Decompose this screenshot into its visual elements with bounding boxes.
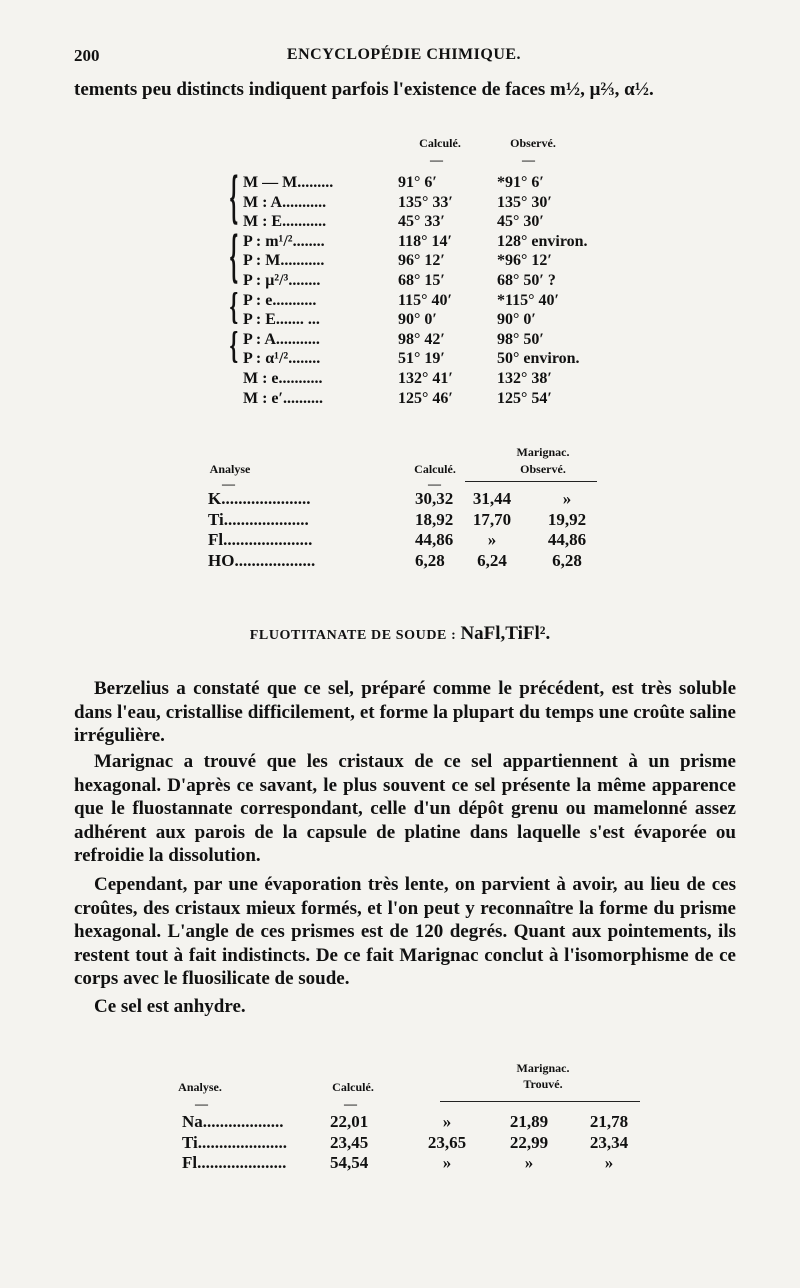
angle-calculated: 125° 46′ [398, 389, 453, 407]
analysis2-observed-3: 23,34 [589, 1132, 629, 1152]
section-title [0, 623, 800, 645]
angle-calculated: 91° 6′ [398, 174, 437, 191]
angle-calculated: 90° 0′ [398, 311, 437, 329]
angle-row [243, 252, 683, 272]
angle-row [243, 370, 683, 390]
angle-observed: 68° 50′ ? [497, 272, 556, 289]
angle-label: P : m¹/²........ [243, 232, 325, 250]
analysis1-element: Ti.................... [208, 509, 309, 529]
analysis1-row [208, 530, 608, 550]
paragraph-2: Marignac a trouvé que les cristaux de ce sel appartiennent à un prisme hexagonal. D'après ce savant, le plus souvent ce sel présente la même apparence que le fluostannate correspondant, celle d'un dépôt grenu ou mamelonné assez adhérent aux parois de la capsule de platine dans laquelle s'est évaporée ou refroidie la dissolution. [74, 751, 736, 867]
analysis1-dash-calc: — [428, 476, 441, 491]
angle-row [243, 194, 683, 214]
angle-observed: 50° environ. [497, 350, 580, 368]
analysis1-observed-2: 6,28 [552, 550, 582, 570]
angle-row [243, 272, 683, 292]
angle-row [243, 311, 683, 331]
brace-group-4: { [229, 325, 239, 367]
angle-label: M : e′.......... [243, 389, 324, 407]
analysis2-dash-calc: — [344, 1096, 357, 1111]
analysis2-observed-rule [440, 1101, 640, 1102]
analysis1-observed-1: 31,44 [472, 489, 512, 508]
analysis2-observed-1: » [442, 1153, 452, 1172]
paragraph-3: Cependant, par une évaporation très lente, on parvient à avoir, au lieu de ces croûtes, des cristaux mieux formés, et l'on peut y reconnaître la forme du prisme hexagonal. L'angle de ces prismes est de 120 degrés. Quant aux pointements, ils restent tout à fait indistincts. De ce fait Marignac conclut à l'isomorphisme de ce corps avec le fluosilicate de soude. [74, 874, 736, 990]
angle-label: P : μ²/³........ [243, 272, 321, 289]
angle-label: P : A........... [243, 330, 320, 348]
analysis2-element: Fl..................... [182, 1153, 287, 1172]
intro-line: tements peu distincts indiquent parfois l'existence de faces m½, μ⅔, α½. [74, 79, 654, 100]
angle-row [243, 213, 683, 233]
analysis1-calculated: 30,32 [415, 489, 454, 508]
angle-label: P : M........... [243, 252, 325, 270]
analysis2-header-analysis: Analyse. [178, 1080, 222, 1094]
analysis1-element: K..................... [208, 489, 311, 508]
page-number: 200 [74, 46, 100, 65]
analysis1-row [208, 510, 608, 530]
analysis1-header-obs-top: Marignac. [516, 445, 570, 459]
analysis1-header-obs: Observé. [520, 462, 566, 476]
angles-header-calc: Calculé. [419, 136, 461, 150]
paragraph-4: Ce sel est anhydre. [94, 996, 246, 1017]
analysis2-element: Na................... [182, 1112, 284, 1131]
angle-calculated: 115° 40′ [398, 291, 453, 309]
analysis1-observed-1: 6,24 [477, 550, 507, 570]
running-title: ENCYCLOPÉDIE CHIMIQUE. [286, 46, 522, 63]
angles-dash-obs: — [522, 152, 535, 167]
analysis1-observed-2: 44,86 [547, 530, 587, 549]
analysis2-observed-2: 22,99 [509, 1132, 549, 1152]
angle-calculated: 51° 19′ [398, 350, 445, 368]
analysis1-observed-1: 17,70 [472, 509, 512, 529]
page-header [74, 46, 734, 68]
angle-calculated: 45° 33′ [398, 213, 445, 231]
angle-observed: 90° 0′ [497, 311, 536, 329]
analysis1-row [208, 551, 608, 571]
analysis1-calculated: 18,92 [415, 509, 454, 529]
angle-observed: *96° 12′ [497, 252, 552, 270]
analysis2-dash-analysis: — [195, 1096, 208, 1111]
section-title-text: FLUOTITANATE DE SOUDE : [249, 628, 461, 643]
paragraph-1: Berzelius a constaté que ce sel, préparé comme le précédent, est très soluble dans l'eau, cristallise difficilement, et forme la plupart du temps une croûte saline irrégulière. [74, 678, 736, 747]
angle-row [243, 390, 683, 410]
analysis1-calculated: 44,86 [415, 530, 454, 549]
angle-label: M — M......... [243, 174, 334, 191]
angle-calculated: 96° 12′ [398, 252, 445, 270]
angle-label: M : E........... [243, 213, 327, 231]
angle-row [243, 174, 683, 194]
section-title-formula: NaFl,TiFl². [460, 623, 551, 644]
angle-calculated: 118° 14′ [398, 232, 453, 250]
brace-group-1: { [229, 165, 239, 231]
analysis1-header-analysis: Analyse [209, 462, 251, 476]
analysis1-observed-2: 19,92 [547, 509, 587, 529]
angle-calculated: 98° 42′ [398, 330, 445, 348]
analysis2-calculated: 22,01 [330, 1112, 369, 1131]
angle-observed: *115° 40′ [497, 291, 560, 309]
angles-header-obs: Observé. [510, 136, 556, 150]
analysis2-header-obs-top: Marignac. [516, 1061, 570, 1075]
analysis2-observed-3: 21,78 [589, 1112, 629, 1131]
analysis1-calculated: 6,28 [415, 550, 445, 570]
angle-row [243, 331, 683, 351]
analysis1-dash-analysis: — [222, 476, 235, 491]
analysis2-header-calc: Calculé. [332, 1080, 374, 1094]
angle-observed: 45° 30′ [497, 213, 544, 231]
angle-observed: *91° 6′ [497, 174, 544, 191]
analysis2-row [182, 1133, 662, 1153]
analysis1-observed-1: » [487, 530, 497, 549]
angle-label: P : E....... ... [243, 311, 320, 329]
angle-row [243, 350, 683, 370]
angle-observed: 132° 38′ [497, 370, 552, 387]
brace-group-2: { [229, 224, 239, 290]
analysis2-row [182, 1112, 662, 1132]
analysis2-calculated: 54,54 [330, 1153, 369, 1172]
analysis2-observed-3: » [604, 1153, 614, 1172]
analysis1-element: HO................... [208, 550, 316, 570]
angle-label: P : α¹/²........ [243, 350, 321, 368]
angle-calculated: 132° 41′ [398, 370, 453, 387]
angle-row [243, 292, 683, 312]
analysis2-element: Ti..................... [182, 1132, 288, 1152]
analysis1-header-calc: Calculé. [414, 462, 456, 476]
angle-observed: 98° 50′ [497, 330, 544, 348]
angle-label: M : A........... [243, 193, 327, 211]
angle-observed: 128° environ. [497, 232, 588, 250]
analysis1-element: Fl..................... [208, 530, 313, 549]
analysis1-row [208, 489, 608, 509]
analysis1-observed-rule [465, 481, 597, 482]
angle-label: M : e........... [243, 370, 323, 387]
angle-observed: 125° 54′ [497, 389, 552, 407]
angle-calculated: 68° 15′ [398, 272, 445, 289]
angle-calculated: 135° 33′ [398, 193, 453, 211]
analysis2-observed-2: 21,89 [509, 1112, 549, 1131]
analysis2-observed-1: » [442, 1112, 452, 1131]
angle-row [243, 233, 683, 253]
brace-group-3: { [229, 286, 239, 328]
angle-observed: 135° 30′ [497, 193, 552, 211]
analysis2-row [182, 1153, 662, 1173]
analysis2-observed-1: 23,65 [427, 1132, 467, 1152]
analysis2-header-obs: Trouvé. [523, 1077, 563, 1091]
analysis2-calculated: 23,45 [330, 1132, 369, 1152]
analysis2-observed-2: » [524, 1153, 534, 1172]
angle-label: P : e........... [243, 291, 317, 309]
analysis1-observed-2: » [562, 489, 572, 508]
angles-dash-calc: — [430, 152, 443, 167]
